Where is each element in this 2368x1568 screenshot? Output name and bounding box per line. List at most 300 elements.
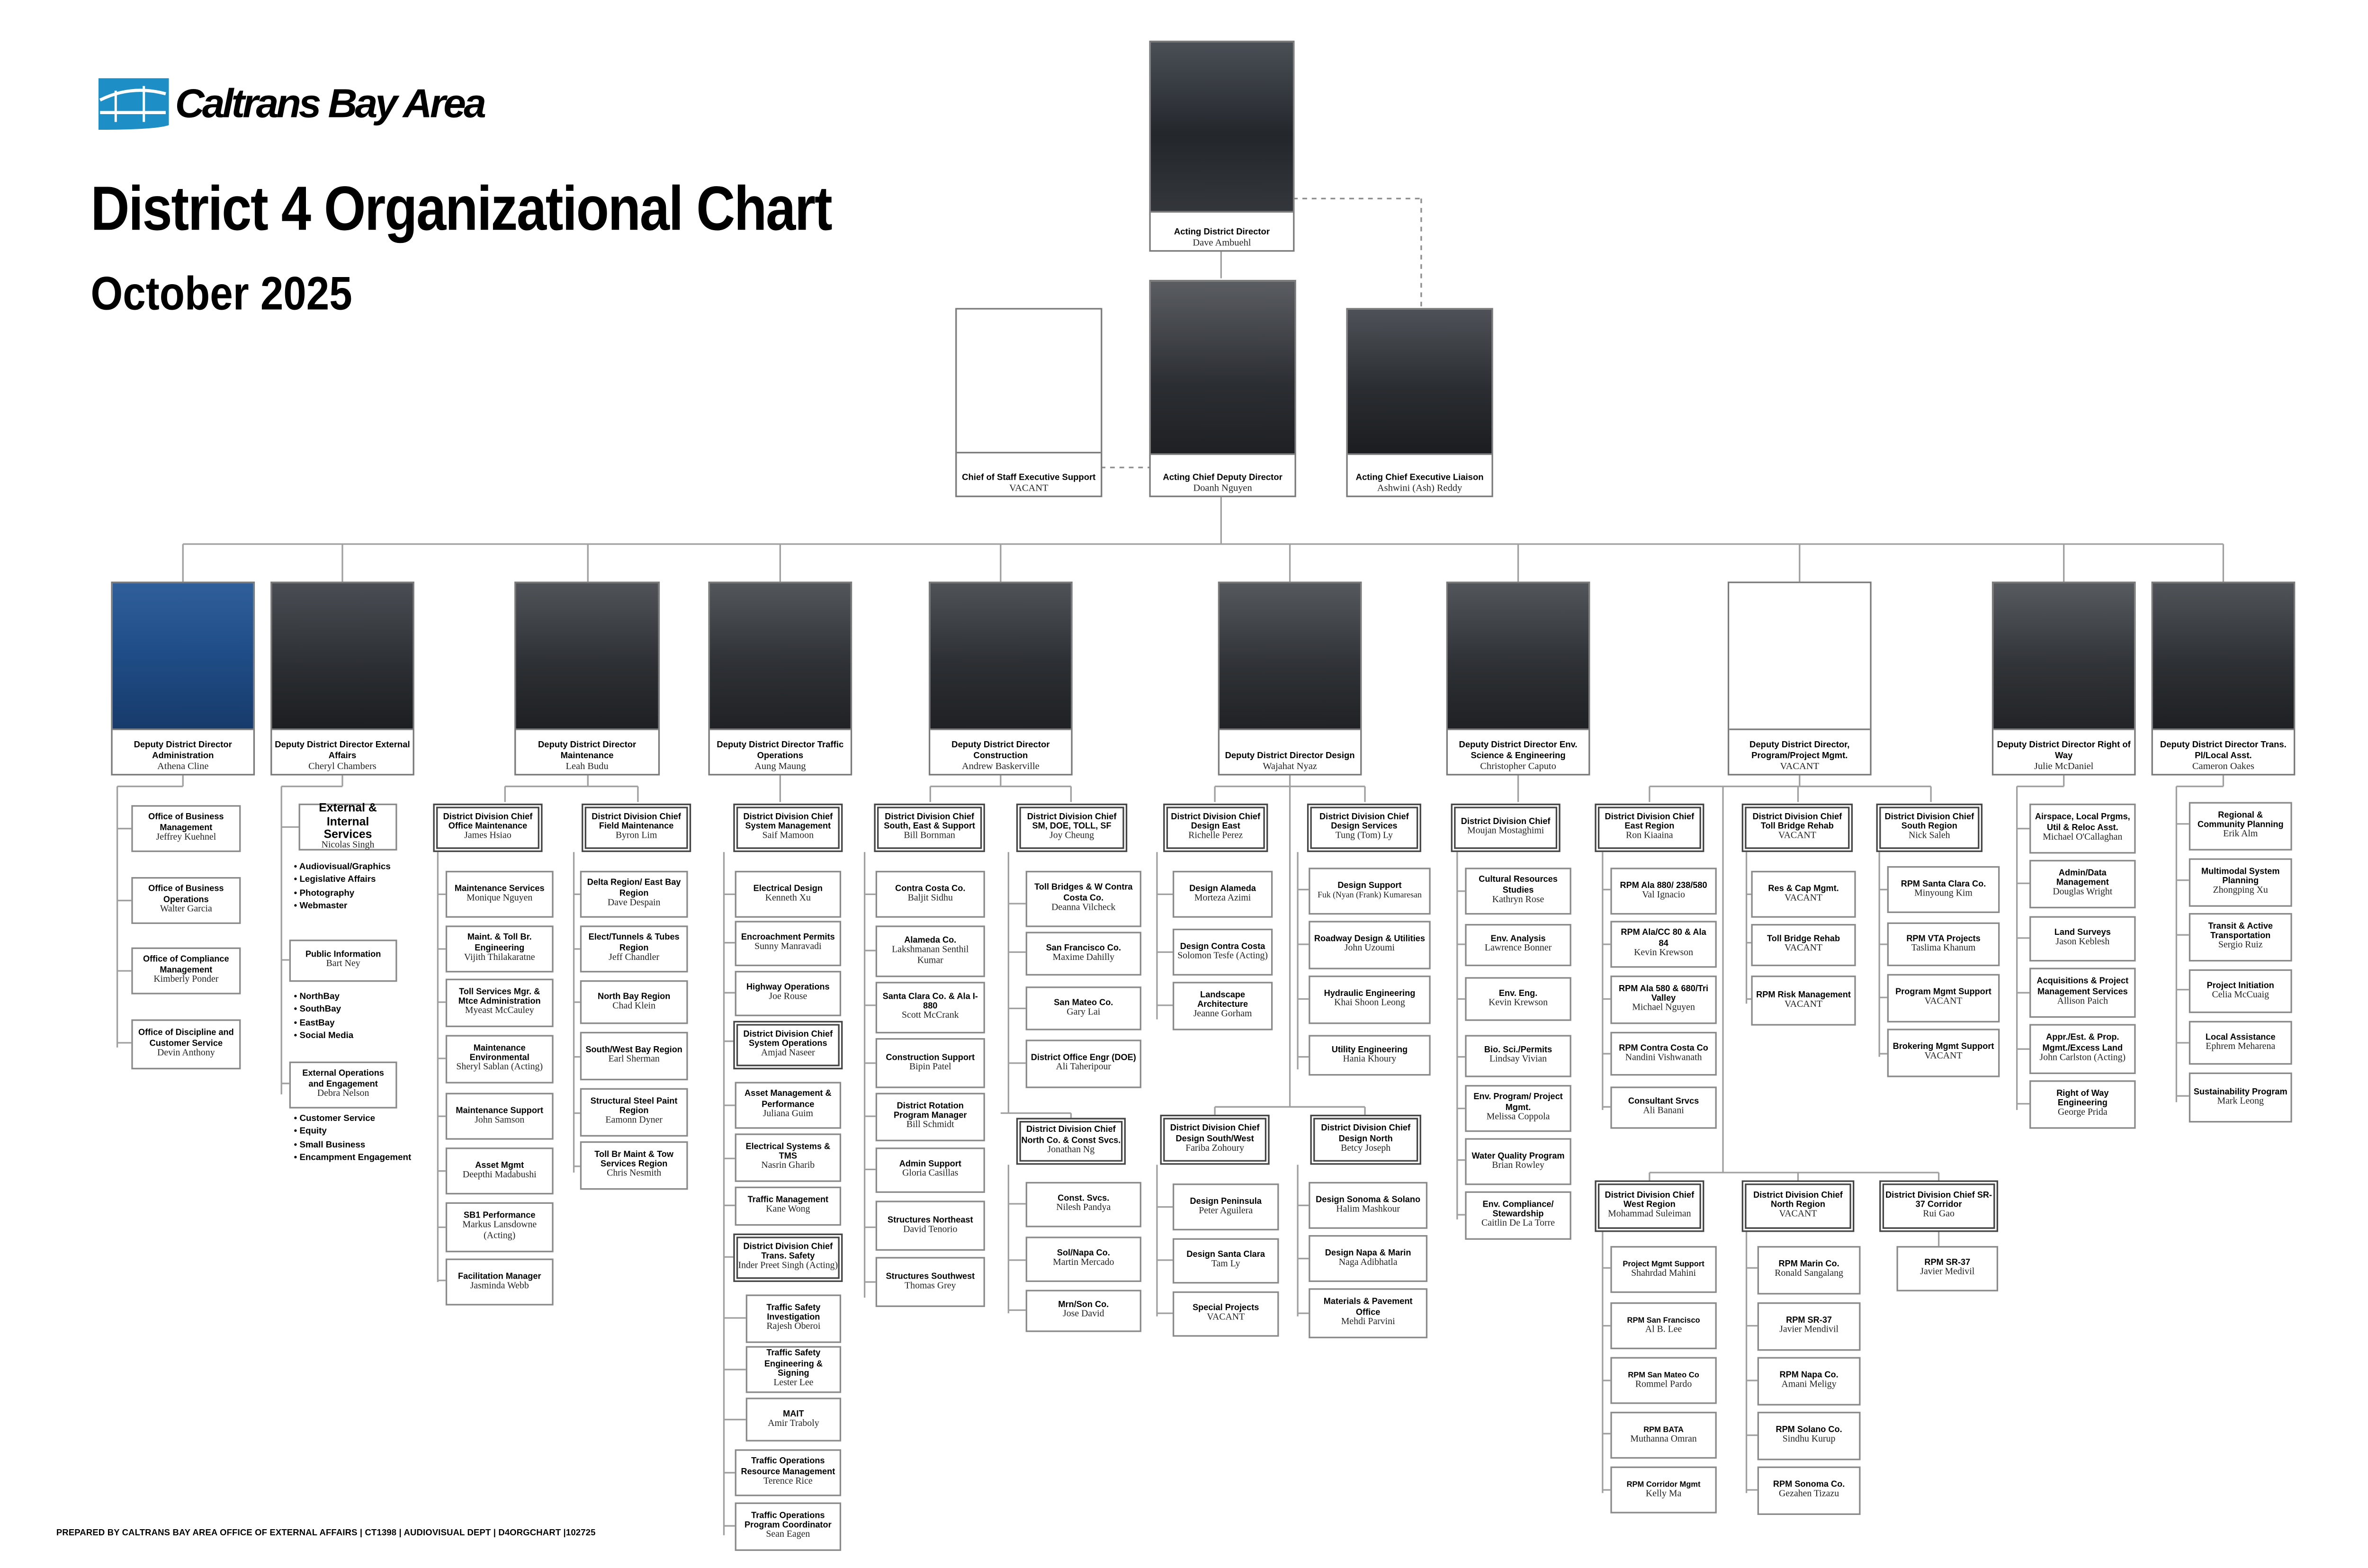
unit-name: Kimberly Ponder xyxy=(153,975,219,985)
unit-box xyxy=(876,1147,985,1193)
card-title: Deputy District Director Right of Way xyxy=(1997,742,2131,761)
portrait-photo xyxy=(930,583,1071,730)
unit-title: District Division Chief South, East & Support xyxy=(884,813,975,832)
unit-name: Kenneth Xu xyxy=(765,894,811,904)
unit-box xyxy=(2189,858,2292,906)
unit-title: RPM San Mateo Co xyxy=(1628,1370,1699,1380)
division-chief-box xyxy=(433,804,542,852)
division-chief-box xyxy=(874,804,985,852)
unit-title: Office of Business Management xyxy=(148,813,224,833)
unit-name: Thomas Grey xyxy=(905,1281,956,1291)
deputy-card-right-of-way xyxy=(1992,582,2136,775)
portrait-photo xyxy=(710,583,851,730)
unit-title: South/West Bay Region xyxy=(585,1046,682,1056)
unit-title: RPM SR-37 xyxy=(1924,1258,1971,1268)
unit-name: Sergio Ruiz xyxy=(2218,941,2263,951)
footer-credit: PREPARED BY CALTRANS BAY AREA OFFICE OF EXTERNAL AFFAIRS | CT1398 | AUDIOVISUAL DEPT | D4ORGCHART |102725 xyxy=(56,1529,596,1539)
unit-box xyxy=(1173,1238,1279,1284)
vacant-photo xyxy=(1729,583,1870,730)
unit-box xyxy=(735,971,841,1016)
unit-title: District Division Chief East Region xyxy=(1605,813,1695,832)
division-chief-box xyxy=(1016,804,1127,852)
chief-of-staff-card xyxy=(955,308,1102,497)
unit-name: Byron Lim xyxy=(615,832,657,842)
unit-name: Ron Kiaaina xyxy=(1626,832,1673,842)
unit-title: Toll Services Mgr. & Mtce Administration xyxy=(458,988,541,1007)
unit-name: Jeff Chandler xyxy=(609,953,660,963)
unit-box xyxy=(1026,1290,1141,1332)
page-date: October 2025 xyxy=(90,269,352,321)
unit-name: Khai Shoon Leong xyxy=(1334,999,1405,1009)
unit-title: District Division Chief Field Maintenance xyxy=(592,813,681,832)
unit-name: Javier Mendivil xyxy=(1779,1326,1839,1335)
unit-box xyxy=(2029,804,2135,854)
card-title: Deputy District Director Administration xyxy=(134,742,232,761)
unit-title: Mrn/Son Co. xyxy=(1058,1300,1109,1310)
unit-box xyxy=(446,1202,554,1253)
unit-box xyxy=(1751,871,1856,918)
unit-box xyxy=(1309,1288,1427,1338)
portrait-photo xyxy=(1348,310,1492,455)
unit-name: Lakshmanan Senthil Kumar xyxy=(892,945,969,966)
unit-box xyxy=(1465,868,1571,914)
unit-title: District Office Engr (DOE) xyxy=(1031,1054,1136,1063)
unit-title: Construction Support xyxy=(886,1053,975,1063)
unit-title: Local Assistance xyxy=(2205,1032,2276,1042)
unit-box xyxy=(580,1088,688,1137)
unit-name: Bipin Patel xyxy=(909,1062,951,1072)
unit-title: Hydraulic Engineering xyxy=(1324,989,1416,999)
unit-name: Mark Leong xyxy=(2217,1097,2264,1107)
unit-name: Martin Mercado xyxy=(1053,1259,1114,1269)
deputy-card-maintenance xyxy=(514,582,660,775)
unit-title: Toll Bridges & W Contra Costa Co. xyxy=(1034,884,1133,903)
card-title: Acting District Director xyxy=(1174,228,1270,237)
division-chief-box xyxy=(1310,1115,1421,1165)
unit-box xyxy=(1758,1412,1861,1460)
unit-title: Appr./Est. & Prop. Mgmt./Excess Land xyxy=(2042,1034,2123,1053)
unit-box xyxy=(1610,1086,1716,1129)
unit-title: Program Mgmt Support xyxy=(1895,988,1991,998)
card-name: Andrew Baskerville xyxy=(961,761,1040,772)
unit-box xyxy=(735,1449,841,1496)
unit-box xyxy=(1026,1039,1141,1088)
unit-name: Eamonn Dyner xyxy=(605,1117,663,1126)
caltrans-logo xyxy=(94,78,516,131)
unit-name: Kathryn Rose xyxy=(1492,895,1544,905)
unit-box xyxy=(1610,868,1716,914)
unit-box xyxy=(580,980,688,1024)
unit-name: Taslima Khanum xyxy=(1911,944,1976,953)
unit-box xyxy=(1309,1035,1431,1075)
unit-name: Sheryl Sablan (Acting) xyxy=(456,1063,543,1073)
unit-box xyxy=(1309,1235,1427,1282)
unit-title: External Operations and Engagement xyxy=(302,1070,384,1089)
unit-title: Santa Clara Co. & Ala I-880 xyxy=(882,992,978,1012)
unit-name: Celia McCuaig xyxy=(2212,991,2269,1000)
unit-name: Saif Mamoon xyxy=(762,832,814,842)
unit-box xyxy=(876,925,985,977)
unit-title: Acquisitions & Project Management Services xyxy=(2036,977,2129,997)
unit-title: Cultural Resources Studies xyxy=(1479,876,1558,896)
unit-box xyxy=(1887,974,2000,1022)
unit-name: Sindhu Kurup xyxy=(1782,1435,1836,1445)
unit-title: District Division Chief South Region xyxy=(1884,813,1974,832)
unit-name: Peter Aguilera xyxy=(1199,1206,1253,1216)
unit-box xyxy=(1309,921,1431,969)
unit-name: John Samson xyxy=(475,1116,525,1125)
unit-name: Moujan Mostaghimi xyxy=(1467,827,1544,837)
unit-name: Javier Medivil xyxy=(1920,1268,1975,1278)
unit-title: RPM Ala 580 & 680/Tri Valley xyxy=(1619,985,1709,1004)
unit-box xyxy=(876,982,985,1033)
unit-name: Chad Klein xyxy=(612,1002,656,1011)
unit-box xyxy=(446,979,554,1027)
card-title: Deputy District Director External Affairs xyxy=(275,742,410,761)
unit-box xyxy=(876,1257,985,1307)
unit-box xyxy=(446,925,554,972)
unit-title: District Division Chief xyxy=(1461,817,1551,827)
unit-title: Office of Discipline and Customer Service xyxy=(138,1029,234,1048)
unit-box xyxy=(876,1038,985,1088)
unit-box xyxy=(1309,976,1431,1024)
unit-name: Mohammad Suleiman xyxy=(1608,1210,1691,1220)
unit-name: Ali Banani xyxy=(1643,1107,1684,1117)
division-chief-box xyxy=(1742,804,1853,852)
unit-title: Design Support xyxy=(1337,881,1402,891)
unit-title: Brokering Mgmt Support xyxy=(1893,1042,1994,1052)
public-information-list xyxy=(294,991,354,1044)
unit-name: Nick Saleh xyxy=(1909,832,1950,842)
unit-title: District Division Chief Design Services xyxy=(1319,813,1409,832)
deputy-card-program-project xyxy=(1728,582,1872,775)
unit-box xyxy=(1026,932,1141,976)
card-name: Julie McDaniel xyxy=(2034,761,2094,772)
external-operations-list xyxy=(294,1113,412,1166)
unit-title: Env. Eng. xyxy=(1498,989,1538,998)
unit-name: James Hsiao xyxy=(464,832,511,842)
unit-box xyxy=(1173,982,1273,1030)
bullet-item: • SouthBay xyxy=(294,1004,354,1018)
unit-name: Lester Lee xyxy=(773,1379,814,1389)
unit-name: Kevin Krewson xyxy=(1489,998,1548,1008)
unit-title: Contra Costa Co. xyxy=(895,884,966,894)
unit-name: Bill Bornman xyxy=(904,832,955,842)
unit-box xyxy=(446,1035,554,1083)
unit-box xyxy=(131,877,241,924)
unit-name: George Prida xyxy=(2057,1109,2108,1119)
unit-title: Asset Management & Performance xyxy=(744,1090,832,1110)
unit-box xyxy=(1758,1302,1861,1351)
unit-box xyxy=(735,1133,841,1182)
unit-box xyxy=(1751,976,1856,1026)
unit-title: Multimodal System Planning xyxy=(2201,867,2280,887)
division-chief-box xyxy=(733,1021,843,1069)
division-chief-box xyxy=(582,804,691,852)
card-name: Ashwini (Ash) Reddy xyxy=(1377,483,1462,494)
unit-box xyxy=(1309,1182,1427,1229)
unit-name: Kane Wong xyxy=(766,1205,810,1215)
unit-name: Rommel Pardo xyxy=(1635,1380,1692,1389)
portrait-photo xyxy=(1448,583,1588,730)
unit-box xyxy=(735,1187,841,1226)
unit-title: Res & Cap Mgmt. xyxy=(1768,884,1839,894)
unit-box xyxy=(2189,913,2292,961)
division-chief-box xyxy=(1016,1118,1126,1165)
division-chief-box xyxy=(1451,804,1561,852)
unit-title: Admin Support xyxy=(899,1160,961,1170)
unit-box xyxy=(580,1032,688,1080)
unit-title: District Division Chief SR-37 Corridor xyxy=(1885,1191,1992,1210)
unit-box xyxy=(1610,1032,1716,1075)
unit-title: District Division Chief North Region xyxy=(1753,1191,1843,1210)
bullet-item: • Small Business xyxy=(294,1139,412,1153)
district-director-card xyxy=(1149,41,1294,252)
unit-title: Facilitation Manager xyxy=(457,1272,541,1281)
card-name: Doanh Nguyen xyxy=(1193,483,1252,494)
unit-name: Nasrin Gharib xyxy=(761,1162,815,1172)
portrait-photo xyxy=(113,583,253,730)
deputy-card-traffic-operations xyxy=(708,582,852,775)
unit-name: Val Ignacio xyxy=(1642,890,1685,900)
unit-title: Consultant Srvcs xyxy=(1628,1097,1699,1107)
unit-name: Michael Nguyen xyxy=(1632,1004,1695,1014)
unit-box xyxy=(1173,871,1273,918)
unit-title: Project Mgmt Support xyxy=(1623,1259,1704,1269)
bullet-item: • Encampment Engagement xyxy=(294,1153,412,1166)
unit-name: Naga Adibhatla xyxy=(1338,1258,1398,1268)
unit-title: Design Sonoma & Solano xyxy=(1316,1195,1421,1205)
unit-title: RPM BATA xyxy=(1643,1425,1684,1434)
unit-name: Jeffrey Kuehnel xyxy=(156,833,216,842)
unit-box xyxy=(1465,1192,1571,1240)
unit-box xyxy=(1026,986,1141,1030)
unit-title: Right of Way Engineering xyxy=(2056,1089,2109,1109)
unit-title: RPM San Francisco xyxy=(1627,1316,1700,1325)
unit-title: Design Santa Clara xyxy=(1186,1251,1265,1260)
unit-box xyxy=(446,1093,554,1140)
unit-title: Materials & Pavement Office xyxy=(1323,1298,1413,1317)
unit-title: District Rotation Program Manager xyxy=(894,1102,967,1121)
unit-title: San Mateo Co. xyxy=(1054,998,1113,1008)
unit-name: Tam Ly xyxy=(1211,1260,1240,1270)
unit-name: Sunny Manravadi xyxy=(754,943,822,953)
card-name: Christopher Caputo xyxy=(1480,761,1556,772)
unit-name: Gloria Casillas xyxy=(902,1170,959,1179)
unit-title: Maint. & Toll Br. Engineering xyxy=(467,934,532,953)
unit-title: Land Surveys xyxy=(2054,928,2111,938)
division-chief-box xyxy=(1307,804,1421,852)
unit-title: Traffic Management xyxy=(747,1196,829,1206)
unit-box xyxy=(2189,1073,2292,1123)
unit-title: District Division Chief Trans. Safety xyxy=(743,1243,833,1262)
card-name: Cameron Oakes xyxy=(2192,761,2254,772)
unit-name: Jose David xyxy=(1063,1310,1104,1320)
unit-name: Betcy Joseph xyxy=(1341,1144,1391,1154)
unit-box xyxy=(1610,1412,1716,1459)
unit-title: Design Napa & Marin xyxy=(1325,1248,1411,1258)
external-services-list xyxy=(294,861,391,914)
unit-name: Jason Keblesh xyxy=(2055,938,2110,948)
unit-title: Office of Business Operations xyxy=(148,885,224,905)
unit-box xyxy=(1610,976,1716,1024)
unit-title: Traffic Safety Investigation xyxy=(766,1303,821,1323)
unit-box xyxy=(735,871,841,918)
division-chief-box xyxy=(1163,804,1268,852)
card-title: Deputy District Director Env. Science & Engineering xyxy=(1459,742,1578,761)
unit-box xyxy=(2189,1021,2292,1065)
unit-title: RPM SR-37 xyxy=(1786,1316,1832,1326)
unit-name: Ephrem Meharena xyxy=(2206,1042,2276,1052)
unit-box xyxy=(1465,977,1571,1021)
bridge-logo-icon xyxy=(94,78,169,130)
unit-title: RPM Napa Co. xyxy=(1779,1371,1839,1381)
unit-box xyxy=(580,1141,688,1190)
unit-box xyxy=(1758,1246,1861,1294)
unit-title: District Division Chief Design East xyxy=(1171,813,1261,832)
deputy-card-administration xyxy=(111,582,255,775)
deputy-card-planning xyxy=(2152,582,2296,775)
unit-box xyxy=(735,921,841,966)
unit-name: Mehdi Parvini xyxy=(1341,1317,1395,1327)
unit-name: Baljit Sidhu xyxy=(907,894,953,904)
unit-name: Maxime Dahilly xyxy=(1052,953,1115,963)
unit-name: Shahrdad Mahini xyxy=(1631,1269,1696,1279)
bullet-item: • Customer Service xyxy=(294,1113,412,1127)
unit-title: District Division Chief Design South/West xyxy=(1170,1124,1260,1144)
unit-title: Design Contra Costa xyxy=(1180,942,1265,951)
unit-box xyxy=(1610,1467,1716,1514)
unit-title: MAIT xyxy=(783,1409,804,1419)
unit-name: Joe Rouse xyxy=(769,993,807,1003)
unit-title: Const. Svcs. xyxy=(1058,1194,1110,1204)
card-title: Deputy District Director Maintenance xyxy=(538,742,637,761)
unit-title: Sol/Napa Co. xyxy=(1057,1249,1110,1259)
card-title: Chief of Staff Executive Support xyxy=(962,473,1096,483)
unit-name: Lindsay Vivian xyxy=(1489,1056,1547,1065)
unit-title: Special Projects xyxy=(1193,1304,1259,1314)
unit-name: Jonathan Ng xyxy=(1047,1146,1095,1155)
unit-box xyxy=(131,805,241,852)
unit-box xyxy=(1751,924,1856,966)
unit-name: VACANT xyxy=(1785,944,1823,954)
unit-title: District Division Chief System Management xyxy=(743,813,833,832)
unit-box xyxy=(1887,923,2000,966)
unit-box xyxy=(1610,1246,1716,1293)
unit-box xyxy=(1610,1357,1716,1404)
unit-name: Gary Lai xyxy=(1067,1008,1101,1018)
unit-name: Tung (Tom) Ly xyxy=(1335,832,1393,842)
unit-name: Minyoung Kim xyxy=(1914,889,1973,899)
card-title: Deputy District Director, Program/Project Mgmt. xyxy=(1749,742,1850,761)
unit-title: Traffic Operations Program Coordinator xyxy=(744,1511,832,1531)
unit-box xyxy=(1610,921,1716,968)
unit-name: VACANT xyxy=(1779,1210,1817,1220)
unit-title: RPM VTA Projects xyxy=(1906,934,1981,944)
unit-name: VACANT xyxy=(1785,894,1823,904)
unit-name: Muthanna Omran xyxy=(1630,1434,1697,1444)
unit-name: Monique Nguyen xyxy=(466,894,533,904)
unit-box xyxy=(746,1346,841,1393)
deputy-card-environmental xyxy=(1446,582,1590,775)
unit-title: Traffic Operations Resource Management xyxy=(741,1458,835,1477)
unit-name: Juliana Guim xyxy=(762,1110,813,1120)
deputy-card-external-affairs xyxy=(270,582,414,775)
unit-name: Brian Rowley xyxy=(1492,1161,1544,1171)
unit-box xyxy=(1465,1085,1571,1132)
unit-name: Dave Despain xyxy=(607,898,661,908)
unit-name: Scott McCrank xyxy=(902,1012,959,1021)
unit-name: Debra Nelson xyxy=(317,1089,369,1099)
unit-title: Office of Compliance Management xyxy=(143,956,229,975)
unit-name: Sean Eagen xyxy=(766,1531,810,1541)
division-chief-box xyxy=(1595,1180,1704,1232)
unit-box xyxy=(2029,916,2135,962)
unit-box xyxy=(1465,1138,1571,1185)
unit-name: John Uzoumi xyxy=(1344,944,1395,954)
unit-name: Gezahen Tizazu xyxy=(1779,1490,1839,1500)
unit-name: Jasminda Webb xyxy=(470,1281,529,1291)
unit-box xyxy=(2189,802,2292,851)
unit-title: District Division Chief System Operations xyxy=(743,1030,833,1049)
unit-name: Halim Mashkour xyxy=(1336,1205,1400,1215)
unit-title: Public Information xyxy=(305,950,381,960)
unit-box xyxy=(1887,866,2000,913)
unit-name: Bill Schmidt xyxy=(906,1121,954,1131)
unit-title: RPM Solano Co. xyxy=(1776,1425,1842,1435)
unit-name: Hania Khoury xyxy=(1343,1055,1397,1065)
unit-box xyxy=(1173,1183,1279,1230)
unit-name: Rui Gao xyxy=(1923,1210,1955,1220)
unit-name: Walter Garcia xyxy=(160,905,212,914)
unit-box xyxy=(1465,1035,1571,1077)
unit-title: Alameda Co. xyxy=(904,936,957,945)
portrait-photo xyxy=(1151,42,1293,213)
unit-box xyxy=(2029,968,2135,1018)
unit-name: Ronald Sangalang xyxy=(1775,1270,1843,1280)
unit-title: Airspace, Local Prgms, Util & Reloc Asst. xyxy=(2035,813,2130,833)
unit-title: Highway Operations xyxy=(746,983,830,993)
unit-name: VACANT xyxy=(1924,997,1963,1007)
bullet-item: • Webmaster xyxy=(294,901,391,914)
unit-name: Amir Traboly xyxy=(768,1419,819,1429)
division-chief-box xyxy=(1876,804,1982,852)
unit-title: Water Quality Program xyxy=(1471,1151,1565,1161)
card-title: Deputy District Director Traffic Operations xyxy=(717,742,844,761)
unit-name: Caitlin De La Torre xyxy=(1481,1219,1555,1229)
page-title: District 4 Organizational Chart xyxy=(90,175,832,244)
unit-title: Structures Northeast xyxy=(887,1215,973,1225)
unit-name: Kevin Krewson xyxy=(1634,949,1693,959)
unit-name: Michael O'Callaghan xyxy=(2043,833,2123,842)
unit-box xyxy=(289,940,397,982)
division-chief-box xyxy=(1742,1180,1855,1232)
card-title: Acting Chief Executive Liaison xyxy=(1355,473,1484,483)
portrait-photo xyxy=(2153,583,2294,730)
bullet-item: • Photography xyxy=(294,888,391,901)
unit-title: District Division Chief Toll Bridge Rehab xyxy=(1752,813,1842,832)
unit-box xyxy=(131,948,241,995)
unit-title: District Division Chief Office Maintenance xyxy=(443,813,533,832)
bullet-item: • EastBay xyxy=(294,1018,354,1031)
unit-name: Melissa Coppola xyxy=(1486,1112,1550,1122)
unit-name: Douglas Wright xyxy=(2053,888,2113,898)
unit-box xyxy=(580,871,688,918)
unit-box xyxy=(2029,860,2135,908)
card-name: Wajahat Nyaz xyxy=(1263,761,1317,772)
unit-title: Structures Southwest xyxy=(886,1272,975,1281)
unit-title: Env. Compliance/ Stewardship xyxy=(1482,1201,1554,1220)
